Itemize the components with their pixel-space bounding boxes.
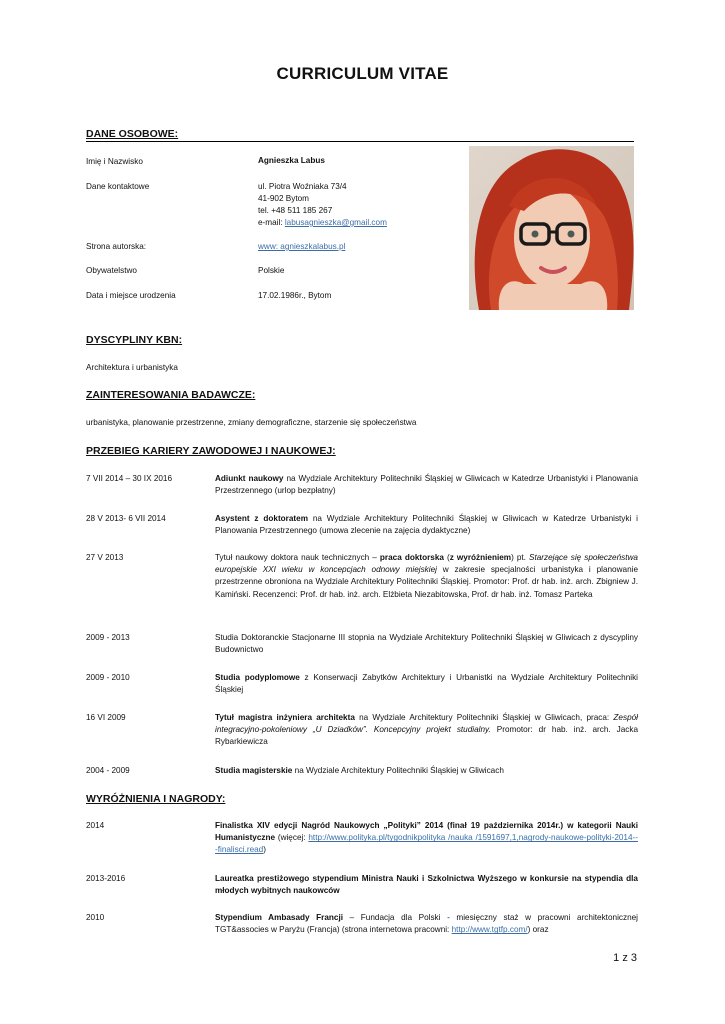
section-kbn-heading: DYSCYPLINY KBN: [86, 334, 183, 346]
career-entry-bold: Studia magisterskie [215, 766, 293, 775]
career-entry-text: ( [443, 553, 450, 562]
career-date: 28 V 2013- 6 VII 2014 [86, 514, 166, 523]
career-date: 7 VII 2014 – 30 IX 2016 [86, 474, 173, 483]
career-entry-text: ) pt. [511, 553, 530, 562]
career-entry [215, 513, 638, 537]
section-divider [86, 141, 634, 142]
address-line-1: ul. Piotra Woźniaka 73/4 [258, 182, 347, 191]
career-entry [215, 672, 638, 696]
career-entry-bold: Adiunkt naukowy [215, 474, 284, 483]
career-entry-italic: Zespół integracyjno-pokoleniowy „U Dziadków”. Koncepcyjny projekt studialny. [215, 713, 638, 735]
career-entry-text: na Wydziale Architektury Politechniki Śląskiej w Gliwicach w Katedrze Urbanistyki i Planowania Przestrzennego (umowa zlecenie na zajęcia dydaktyczne) [215, 514, 638, 536]
section-research-heading: ZAINTERESOWANIA BADAWCZE: [86, 389, 256, 401]
career-entry-text: Tytuł naukowy doktora nauk technicznych – [215, 553, 380, 562]
award-entry-bold: Laureatka prestiżowego stypendium Ministra Nauki i Szkolnictwa Wyższego w konkursie na stypendia dla młodych wybitnych naukowców [215, 874, 638, 896]
career-entry [215, 552, 638, 601]
section-career-heading: PRZEBIEG KARIERY ZAWODOWEJ I NAUKOWEJ: [86, 445, 336, 457]
award-link[interactable]: http://www.tgtfp.com/ [451, 925, 528, 935]
career-entry-bold: Tytuł magistra inżyniera architekta [215, 713, 355, 722]
research-text: urbanistyka, planowanie przestrzenne, zmiany demograficzne, starzenie się społeczeństwa [86, 418, 417, 427]
award-entry [215, 820, 638, 857]
career-date: 27 V 2013 [86, 553, 124, 562]
career-entry-text: Promotor: dr hab. inż. arch. Jacka Rybarkiewicza [215, 725, 639, 747]
career-entry-bold: praca doktorska [379, 553, 444, 562]
award-entry-text: ) [263, 845, 266, 855]
contact-block [258, 181, 387, 229]
career-entry-bold: Asystent z doktoratem [215, 514, 308, 523]
citizenship-value: Polskie [258, 266, 285, 275]
website-link[interactable]: www: agnieszkalabus.pl [258, 242, 346, 251]
award-date: 2013-2016 [86, 874, 126, 883]
career-date: 2009 - 2013 [86, 633, 130, 642]
name-label: Imię i Nazwisko [86, 157, 143, 166]
award-entry [215, 873, 638, 897]
section-personal-heading: DANE OSOBOWE: [86, 128, 179, 140]
career-entry-text: na Wydziale Architektury Politechniki Śląskiej w Gliwicach, praca: [354, 713, 614, 722]
career-date: 2009 - 2010 [86, 673, 130, 682]
award-entry-bold: Stypendium Ambasady Francji [215, 913, 344, 922]
career-entry [215, 712, 638, 749]
career-entry: Studia Doktoranckie Stacjonarne III stopnia na Wydziale Architektury Politechniki Śląskiej w Gliwicach z dyscypliny Budownictwo [215, 633, 638, 655]
career-entry-text: w zakresie specjalności urbanistyka i planowanie przestrzenne obroniona na Wydziale Architektury Politechniki Śląskiej. Promotor: Prof. dr hab. inż. arch. Zbigniew J. Kamiński. Recenzenci: Prof. dr hab. inż. arch. Elżbieta Niezabitowska, Prof. dr hab. inż. Tomasz Parteka [215, 565, 638, 599]
birth-label: Data i miejsce urodzenia [86, 291, 176, 300]
email-prefix: e-mail: [258, 218, 285, 227]
career-entry [215, 765, 638, 777]
website-value [258, 241, 345, 253]
address-line-2: 41-902 Bytom [258, 194, 309, 203]
email-line [258, 217, 387, 229]
email-link[interactable]: labusagnieszka@gmail.com [284, 218, 387, 227]
career-entry [215, 473, 638, 497]
name-value: Agnieszka Labus [258, 156, 325, 165]
portrait-photo [469, 146, 634, 310]
career-entry-text: na Wydziale Architektury Politechniki Śląskiej w Gliwicach [292, 766, 504, 775]
website-label: Strona autorska: [86, 242, 147, 251]
kbn-text: Architektura i urbanistyka [86, 363, 178, 372]
career-date: 2004 - 2009 [86, 766, 130, 775]
contact-label: Dane kontaktowe [86, 182, 150, 191]
birth-value: 17.02.1986r., Bytom [258, 291, 332, 300]
award-date: 2014 [86, 821, 105, 830]
section-awards-heading: WYRÓŻNIENIA I NAGRODY: [86, 793, 226, 805]
page-title: CURRICULUM VITAE [276, 64, 449, 83]
career-entry-bold: Studia podyplomowe [215, 673, 300, 682]
portrait-illustration [469, 146, 634, 310]
phone: tel. +48 511 185 267 [258, 206, 333, 215]
award-entry-bold: Finalistka XIV edycji Nagród Naukowych „Polityki” 2014 (finał 19 października 2014r.) w kategorii Nauki Humanistyczne [215, 821, 638, 843]
career-entry-italic: Starzejące się społeczeństwa europejskie XXI wieku w koncepcjach odnowy miejskiej [215, 553, 638, 575]
award-link[interactable]: http://www.polityka.pl/tygodnikpolityka /nauka /1591697,1,nagrody-naukowe-polityki-2014---finalisci.read [215, 833, 638, 855]
award-entry [215, 912, 638, 936]
award-entry-text: (więcej: [275, 833, 309, 843]
career-entry-text: z Konserwacji Zabytków Architektury i Urbanistki na Wydziale Architektury Politechniki Śląskiej [215, 673, 638, 695]
award-entry-text: – Fundacja dla Polski - miesięczny staż w pracowni architektonicznej TGT&associes w Paryżu (Francja) (strona internetowa pracowni: [215, 913, 638, 935]
career-entry-bold: z wyróżnieniem [449, 553, 512, 562]
citizenship-label: Obywatelstwo [86, 266, 137, 275]
award-date: 2010 [86, 913, 105, 922]
award-entry-text: ) oraz [527, 925, 549, 935]
career-date: 16 VI 2009 [86, 713, 126, 722]
page-number: 1 z 3 [613, 952, 637, 964]
career-entry-text: na Wydziale Architektury Politechniki Śląskiej w Gliwicach w Katedrze Urbanistyki i Planowania Przestrzennego (urlop bezpłatny) [215, 474, 639, 496]
